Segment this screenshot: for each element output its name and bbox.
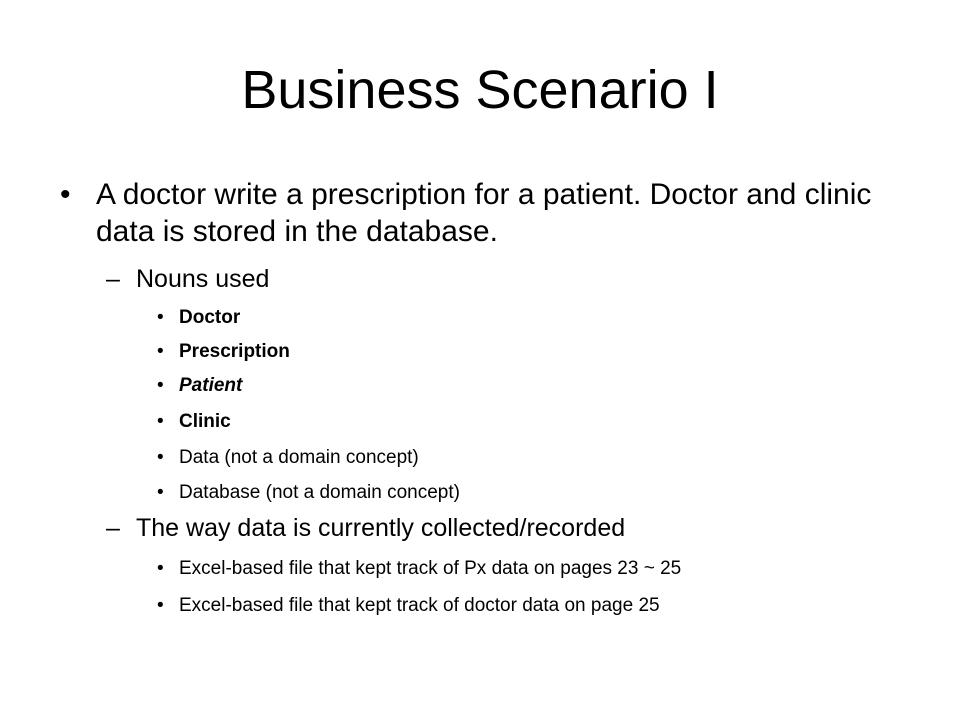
noun-prescription: Prescription <box>179 341 290 362</box>
bullet-marker: • <box>157 411 164 432</box>
bullet-marker: • <box>157 341 164 362</box>
bullet-marker: • <box>157 482 164 503</box>
bullet-marker: • <box>157 447 164 468</box>
noun-data: Data (not a domain concept) <box>179 447 419 468</box>
collection-item-doctor: Excel-based file that kept track of doctor data on page 25 <box>179 595 660 616</box>
dash-marker: – <box>106 514 120 542</box>
noun-patient: Patient <box>179 375 243 396</box>
collection-item-px: Excel-based file that kept track of Px data on pages 23 ~ 25 <box>179 558 682 579</box>
main-bullet-text: A doctor write a prescription for a patient. Doctor and clinic data is stored in the database. <box>96 178 872 248</box>
collection-heading: The way data is currently collected/recorded <box>136 514 626 542</box>
bullet-marker: • <box>157 595 164 616</box>
bullet-marker: • <box>157 558 164 579</box>
noun-database: Database (not a domain concept) <box>179 482 460 503</box>
noun-clinic: Clinic <box>179 411 231 432</box>
bullet-marker: • <box>60 178 71 211</box>
dash-marker: – <box>106 265 120 293</box>
slide-title: Business Scenario I <box>241 60 719 120</box>
nouns-heading: Nouns used <box>136 265 270 293</box>
bullet-marker: • <box>157 307 164 328</box>
noun-doctor: Doctor <box>179 307 241 328</box>
bullet-marker: • <box>157 375 164 396</box>
